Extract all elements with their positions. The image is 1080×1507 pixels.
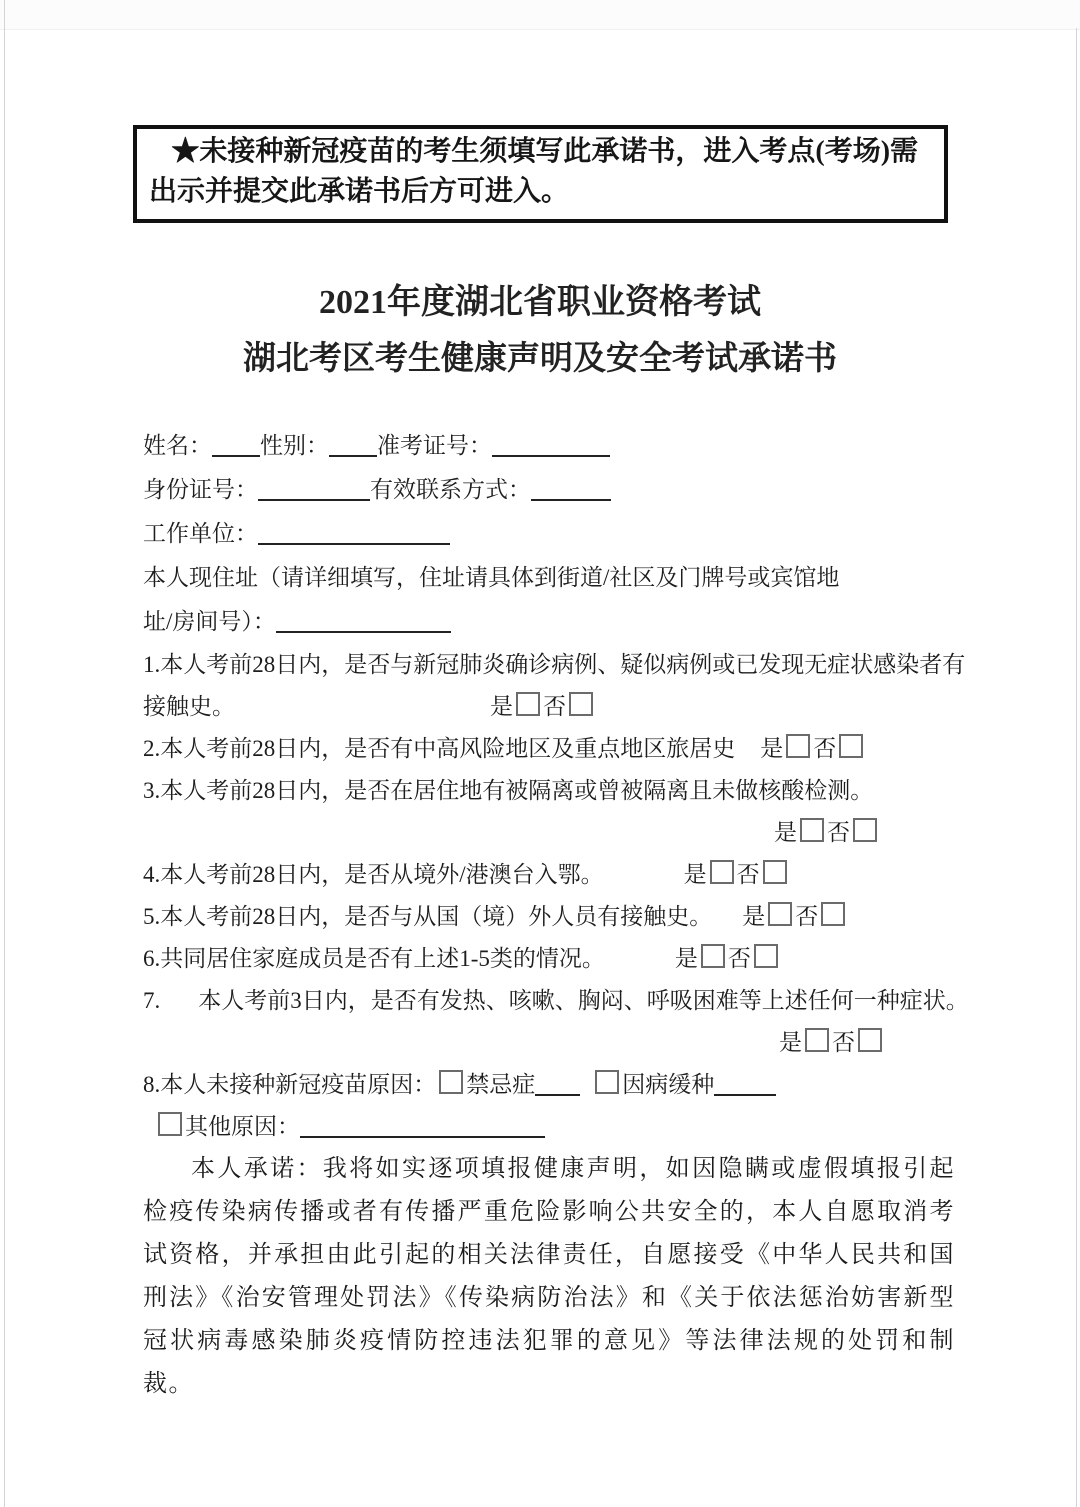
name-blank[interactable] [212, 429, 260, 457]
q3-yes-checkbox[interactable] [800, 818, 824, 842]
title-line-1: 2021年度湖北省职业资格考试 [319, 284, 761, 321]
question-4 [143, 854, 955, 896]
q1-text-line1: 1.本人考前28日内，是否与新冠肺炎确诊病例、疑似病例或已发现无症状感染者有 [143, 652, 966, 677]
q3-text: 3.本人考前28日内，是否在居住地有被隔离或曾被隔离且未做核酸检测。 [143, 778, 874, 803]
spacer [580, 1091, 592, 1092]
q6-yes-checkbox[interactable] [701, 944, 725, 968]
q1-yesno-group [490, 694, 596, 719]
other-reason-row [143, 1106, 955, 1148]
field-row-2 [143, 468, 955, 512]
spacer [605, 965, 675, 966]
yes-label: 是 [779, 1030, 802, 1055]
q1-no-checkbox[interactable] [569, 692, 593, 716]
ticket-label: 准考证号： [377, 433, 492, 458]
notice-text: ★未接种新冠疫苗的考生须填写此承诺书，进入考点(考场)需出示并提交此承诺书后方可进入。 [149, 136, 919, 207]
other-reason-label: 其他原因： [185, 1114, 300, 1139]
page-left-edge [4, 0, 5, 1507]
gender-label: 性别： [260, 433, 329, 458]
spacer [235, 713, 490, 714]
q2-yes-checkbox[interactable] [786, 734, 810, 758]
q4-text: 4.本人考前28日内，是否从境外/港澳台入鄂。 [143, 862, 604, 887]
q7-text: 本人考前3日内，是否有发热、咳嗽、胸闷、呼吸困难等上述任何一种症状。 [198, 988, 969, 1013]
contact-label: 有效联系方式： [370, 477, 531, 502]
work-blank[interactable] [258, 517, 450, 545]
gender-blank[interactable] [329, 429, 377, 457]
page-top-edge [0, 0, 1080, 30]
no-label: 否 [813, 736, 837, 761]
q6-text: 6.共同居住家庭成员是否有上述1-5类的情况。 [143, 946, 605, 971]
no-label: 否 [795, 904, 819, 929]
field-row-3 [143, 512, 955, 556]
address-label-line1: 本人现住址（请详细填写，住址请具体到街道/社区及门牌号或宾馆地 [143, 565, 840, 590]
q1-yes-checkbox[interactable] [516, 692, 540, 716]
question-7 [143, 980, 969, 1022]
q3-no-checkbox[interactable] [853, 818, 877, 842]
q8-jinjizheng-blank[interactable] [535, 1068, 580, 1096]
form-body [143, 424, 969, 1406]
no-label: 否 [827, 820, 850, 845]
ticket-blank[interactable] [492, 429, 610, 457]
question-6 [143, 938, 955, 980]
q7-no-checkbox[interactable] [858, 1028, 882, 1052]
commitment-paragraph: 本人承诺：我将如实逐项填报健康声明，如因隐瞒或虚假填报引起检疫传染病传播或者有传播严重危险影响公共安全的，本人自愿取消考试资格，并承担由此引起的相关法律责任，自愿接受《中华人民共和国刑法》《治安管理处罚法》《传染病防治法》和《关于依法惩治妨害新型冠状病毒感染肺炎疫情防控违法犯罪的意见》等法律法规的处罚和制裁。 [143, 1156, 955, 1397]
spacer [712, 923, 742, 924]
yes-label: 是 [683, 862, 707, 887]
q4-no-checkbox[interactable] [763, 860, 787, 884]
yes-label: 是 [674, 946, 698, 971]
question-2 [143, 728, 955, 770]
q2-no-checkbox[interactable] [839, 734, 863, 758]
q4-yes-checkbox[interactable] [710, 860, 734, 884]
yes-label: 是 [774, 820, 797, 845]
q6-yesno-group [675, 946, 781, 971]
question-1-line-1 [143, 644, 966, 686]
q1-text-line2: 接触史。 [143, 694, 235, 719]
q8-jinjizheng-checkbox[interactable] [439, 1070, 463, 1094]
no-label: 否 [543, 694, 566, 719]
yes-label: 是 [490, 694, 513, 719]
spacer [604, 881, 684, 882]
q5-yesno-group [742, 904, 848, 929]
no-label: 否 [727, 946, 751, 971]
q4-yesno-group [684, 862, 790, 887]
contact-blank[interactable] [531, 473, 611, 501]
address-blank[interactable] [276, 605, 451, 633]
yes-label: 是 [760, 736, 784, 761]
field-row-1 [143, 424, 955, 468]
q8-yinbinghuanzhong-blank[interactable] [714, 1068, 776, 1096]
question-5 [143, 896, 955, 938]
q6-no-checkbox[interactable] [754, 944, 778, 968]
q8-option2-label: 因病缓种 [622, 1072, 715, 1097]
question-3-answer-row [143, 812, 955, 854]
q2-yesno-group [760, 736, 866, 761]
question-7-answer-row [143, 1022, 955, 1064]
other-reason-blank[interactable] [300, 1110, 545, 1138]
address-row-2 [143, 600, 955, 644]
title-line-2: 湖北考区考生健康声明及安全考试承诺书 [243, 341, 837, 377]
q7-yes-checkbox[interactable] [805, 1028, 829, 1052]
q2-text: 2.本人考前28日内，是否有中高风险地区及重点地区旅居史 [143, 736, 736, 761]
question-1-line-2 [143, 686, 955, 728]
id-blank[interactable] [258, 473, 370, 501]
work-label: 工作单位： [143, 521, 258, 546]
q8-yinbinghuanzhong-checkbox[interactable] [595, 1070, 619, 1094]
no-label: 否 [832, 1030, 855, 1055]
q7-number: 7. [143, 988, 161, 1013]
yes-label: 是 [742, 904, 766, 929]
spacer [735, 755, 760, 756]
id-label: 身份证号： [143, 477, 258, 502]
name-label: 姓名： [143, 433, 212, 458]
q8-option1-label: 禁忌症 [466, 1072, 536, 1097]
no-label: 否 [736, 862, 760, 887]
page-right-edge [1076, 28, 1077, 1507]
notice-box [133, 125, 948, 223]
address-label-line2: 址/房间号）： [143, 609, 276, 634]
q3-yesno-group [774, 820, 880, 845]
address-row-1 [143, 556, 955, 600]
q5-no-checkbox[interactable] [821, 902, 845, 926]
spacer [160, 1007, 198, 1008]
q5-yes-checkbox[interactable] [768, 902, 792, 926]
q5-text: 5.本人考前28日内，是否与从国（境）外人员有接触史。 [143, 904, 713, 929]
question-3 [143, 770, 955, 812]
q8-label: 8.本人未接种新冠疫苗原因： [143, 1072, 437, 1097]
other-reason-checkbox[interactable] [158, 1112, 182, 1136]
q7-yesno-group [779, 1030, 885, 1055]
question-8 [143, 1064, 955, 1106]
